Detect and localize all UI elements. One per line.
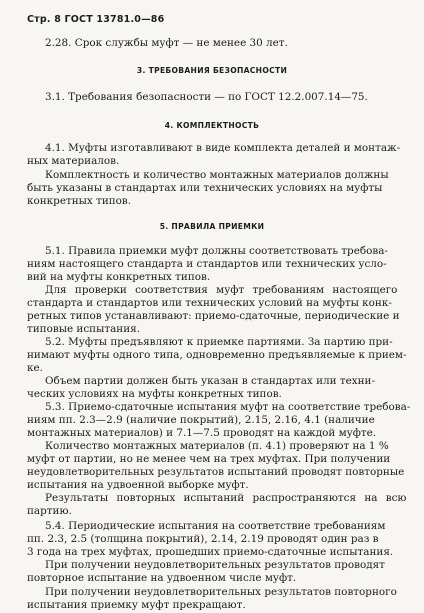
section-5-title: 5. ПРАВИЛА ПРИЕМКИ: [159, 222, 265, 231]
clause-5-2-line: нимают муфты одного типа, одновременно предъявляемые к прием-: [27, 349, 407, 361]
clause-4-1-para-line: Комплектность и количество монтажных материалов должны: [45, 169, 389, 181]
clause-5-2-line: 5.2. Муфты предъявляют к приемке партиями. За партию при-: [45, 336, 393, 348]
clause-5-3-results-line: Результаты повторных испытаний распространяются на всю: [45, 492, 407, 504]
clause-5-1-line: ниям настоящего стандарта и стандартов или технических усло-: [27, 258, 387, 270]
clause-5-1-para-line: типовые испытания.: [27, 323, 141, 335]
clause-5-4-para-line: повторное испытание на удвоенном числе муфт.: [27, 572, 297, 584]
clause-5-3-results-line: партию.: [27, 505, 72, 517]
clause-3-1: 3.1. Требования безопасности — по ГОСТ 12.2.007.14—75.: [45, 91, 368, 103]
clause-5-4-final-line: испытания приемку муфт прекращают.: [27, 599, 246, 611]
clause-4-1-para-line: конкретных типов.: [27, 195, 132, 207]
clause-5-1-line: вий на муфты конкретных типов.: [27, 271, 211, 283]
clause-5-4-para-line: При получении неудовлетворительных результатов проводят: [45, 559, 385, 571]
clause-4-1-line: 4.1. Муфты изготавливают в виде комплекта деталей и монтаж-: [45, 142, 401, 154]
clause-5-3-para-line: муфт от партии, но не менее чем на трех муфтах. При получении: [27, 453, 391, 465]
clause-4-1-para-line: быть указаны в стандартах или технических условиях на муфты: [27, 182, 383, 194]
clause-5-2-line: ке.: [27, 362, 43, 374]
clause-5-1-para-line: стандарта и стандартов или технических условий на муфты конк-: [27, 297, 392, 309]
page-header: Стр. 8 ГОСТ 13781.0—86: [27, 14, 165, 25]
clause-2-28: 2.28. Срок службы муфт — не менее 30 лет.: [45, 37, 288, 49]
clause-5-1-para-line: ретных типов устанавливают: приемо-сдаточные, периодические и: [27, 310, 400, 322]
clause-5-2-para-line: ческих условиях на муфты конкретных типов.: [27, 388, 282, 400]
clause-5-2-para-line: Объем партии должен быть указан в стандартах или техни-: [45, 375, 375, 387]
clause-5-3-line: ниям пп. 2.3—2.9 (наличие покрытий), 2.15, 2.16, 4.1 (наличие: [27, 414, 375, 426]
clause-5-4-final-line: При получении неудовлетворительных результатов повторного: [45, 586, 397, 598]
clause-5-4-line: 5.4. Периодические испытания на соответствие требованиям: [45, 520, 386, 532]
section-4-title: 4. КОМПЛЕКТНОСТЬ: [164, 121, 260, 130]
clause-5-3-para-line: испытания на удвоенной выборке муфт.: [27, 479, 249, 491]
clause-4-1-line: ных материалов.: [27, 155, 120, 167]
clause-5-3-para-line: неудовлетворительных результатов испытаний проводят повторные: [27, 466, 405, 478]
clause-5-3-para-line: Количество монтажных материалов (п. 4.1) проверяют на 1 %: [45, 440, 389, 452]
clause-5-4-line: пп. 2.3, 2.5 (толщина покрытий), 2.14, 2.19 проводят один раз в: [27, 533, 379, 545]
clause-5-3-line: монтажных материалов) и 7.1—7.5 проводят на каждой муфте.: [27, 427, 377, 439]
clause-5-3-line: 5.3. Приемо-сдаточные испытания муфт на соответствие требова-: [45, 401, 411, 413]
clause-5-4-line: 3 года на трех муфтах, прошедших приемо-сдаточные испытания.: [27, 546, 394, 558]
clause-5-1-para-line: Для проверки соответствия муфт требованиям настоящего: [45, 284, 398, 296]
section-3-title: 3. ТРЕБОВАНИЯ БЕЗОПАСНОСТИ: [136, 66, 288, 75]
clause-5-1-line: 5.1. Правила приемки муфт должны соответствовать требова-: [45, 245, 388, 257]
